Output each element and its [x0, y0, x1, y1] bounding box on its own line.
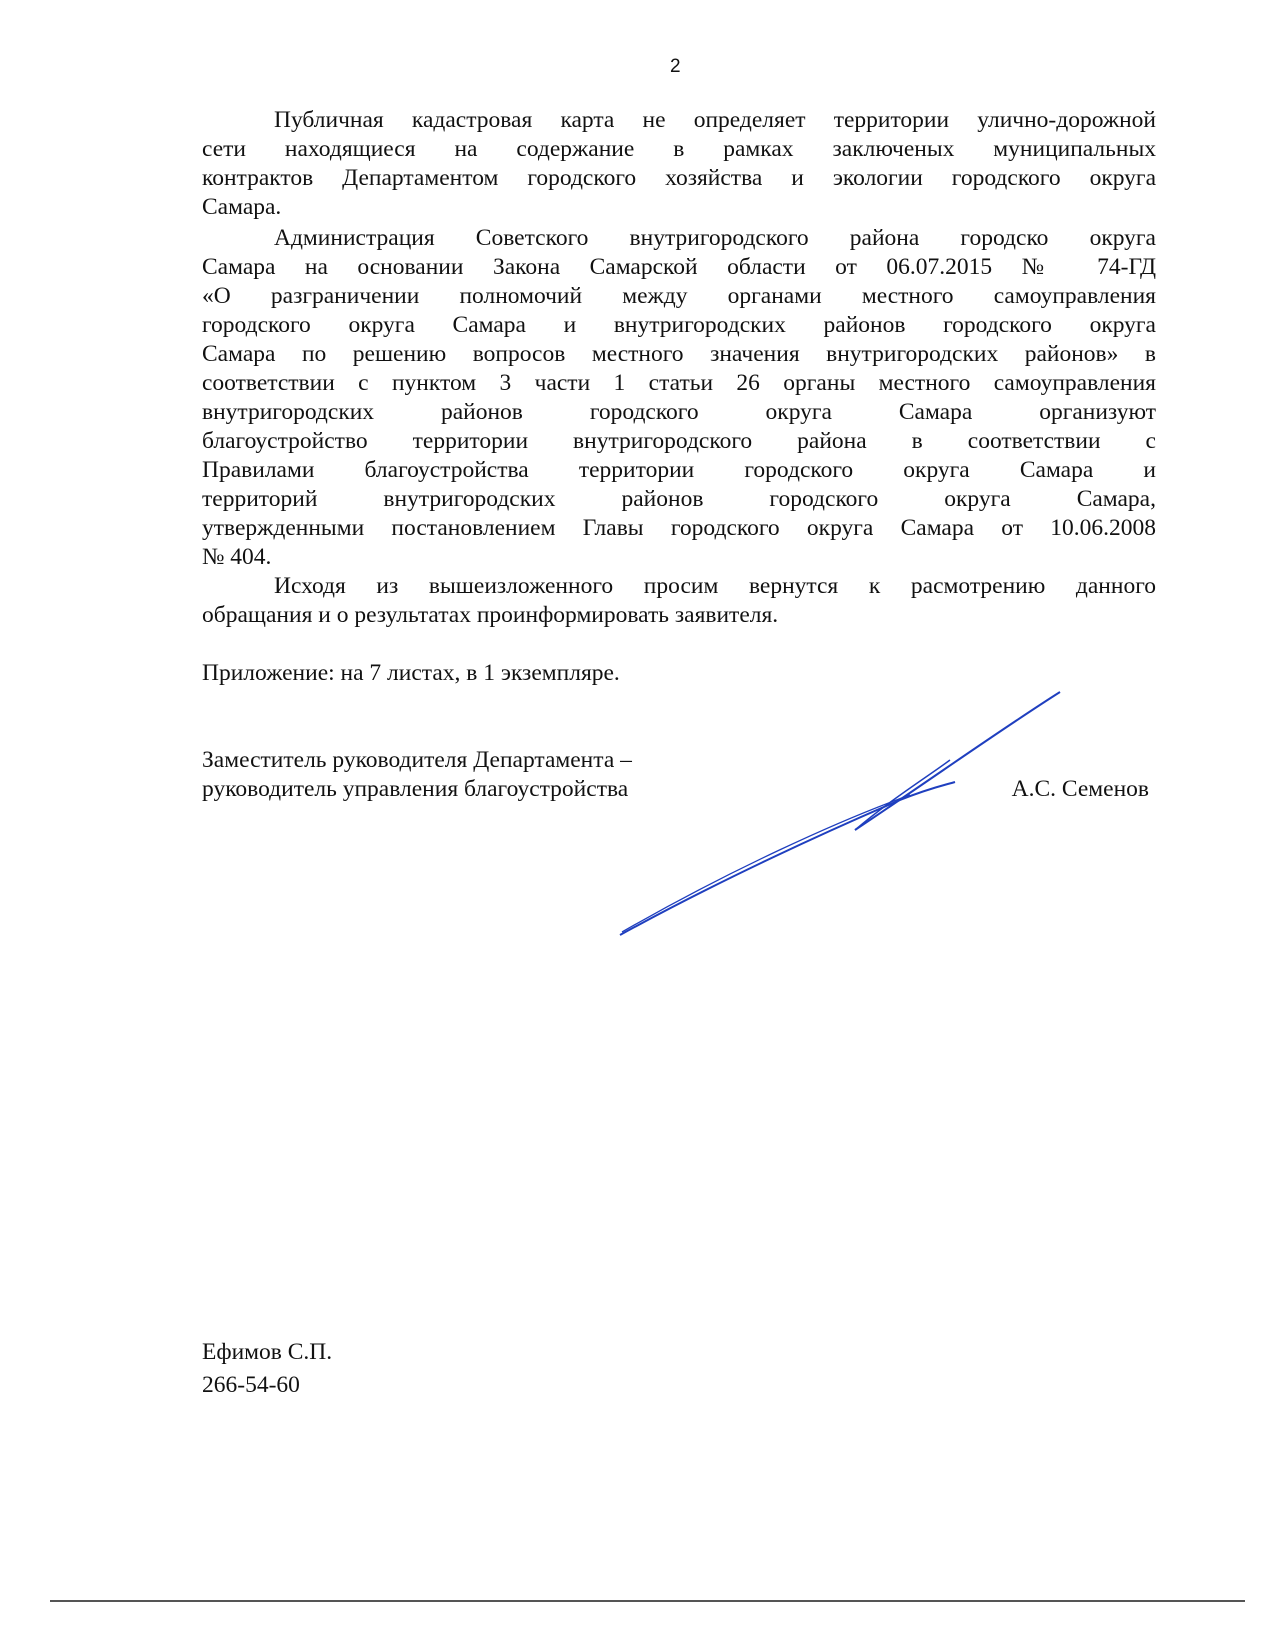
paragraph-2 [202, 224, 1156, 572]
text-line: Публичная кадастровая карта не определяет территории улично-дорожной [274, 107, 1156, 133]
text-line: Самара. [202, 194, 282, 220]
executor-name: Ефимов С.П. [202, 1339, 333, 1365]
text-line: Администрация Советского внутригородского района городско округа [274, 225, 1156, 251]
text-line: Самара на основании Закона Самарской области от 06.07.2015 № 74-ГД [202, 254, 1156, 280]
text-line: благоустройство территории внутригородского района в соответствии с [202, 428, 1156, 454]
signatory-name: А.С. Семенов [1011, 776, 1149, 802]
attachment-note: Приложение: на 7 листах, в 1 экземпляре. [202, 660, 620, 686]
executor-phone: 266-54-60 [202, 1372, 300, 1398]
handwritten-signature [600, 680, 1080, 950]
text-line: Исходя из вышеизложенного просим вернутся к расмотрению данного [274, 573, 1156, 599]
text-line: территорий внутригородских районов городского округа Самара, [202, 486, 1156, 512]
paragraph-3 [202, 572, 1156, 630]
text-line: обращания и о результатах проинформировать заявителя. [202, 602, 779, 628]
text-line: городского округа Самара и внутригородских районов городского округа [202, 312, 1156, 338]
page-number: 2 [670, 56, 681, 77]
signatory-position-line1: Заместитель руководителя Департамента – [202, 747, 632, 773]
text-line: утвержденными постановлением Главы городского округа Самара от 10.06.2008 [202, 515, 1156, 541]
page-bottom-edge [50, 1600, 1245, 1602]
text-line: сети находящиеся на содержание в рамках заключеных муниципальных [202, 136, 1156, 162]
text-line: № 404. [202, 544, 272, 570]
text-line: контрактов Департаментом городского хозяйства и экологии городского округа [202, 165, 1156, 191]
text-line: Самара по решению вопросов местного значения внутригородских районов» в [202, 341, 1156, 367]
paragraph-1 [202, 106, 1156, 222]
text-line: Правилами благоустройства территории городского округа Самара и [202, 457, 1156, 483]
text-line: «О разграничении полномочий между органами местного самоуправления [202, 283, 1156, 309]
signatory-position-line2: руководитель управления благоустройства [202, 776, 629, 802]
text-line: соответствии с пунктом 3 части 1 статьи 26 органы местного самоуправления [202, 370, 1156, 396]
text-line: внутригородских районов городского округа Самара организуют [202, 399, 1156, 425]
